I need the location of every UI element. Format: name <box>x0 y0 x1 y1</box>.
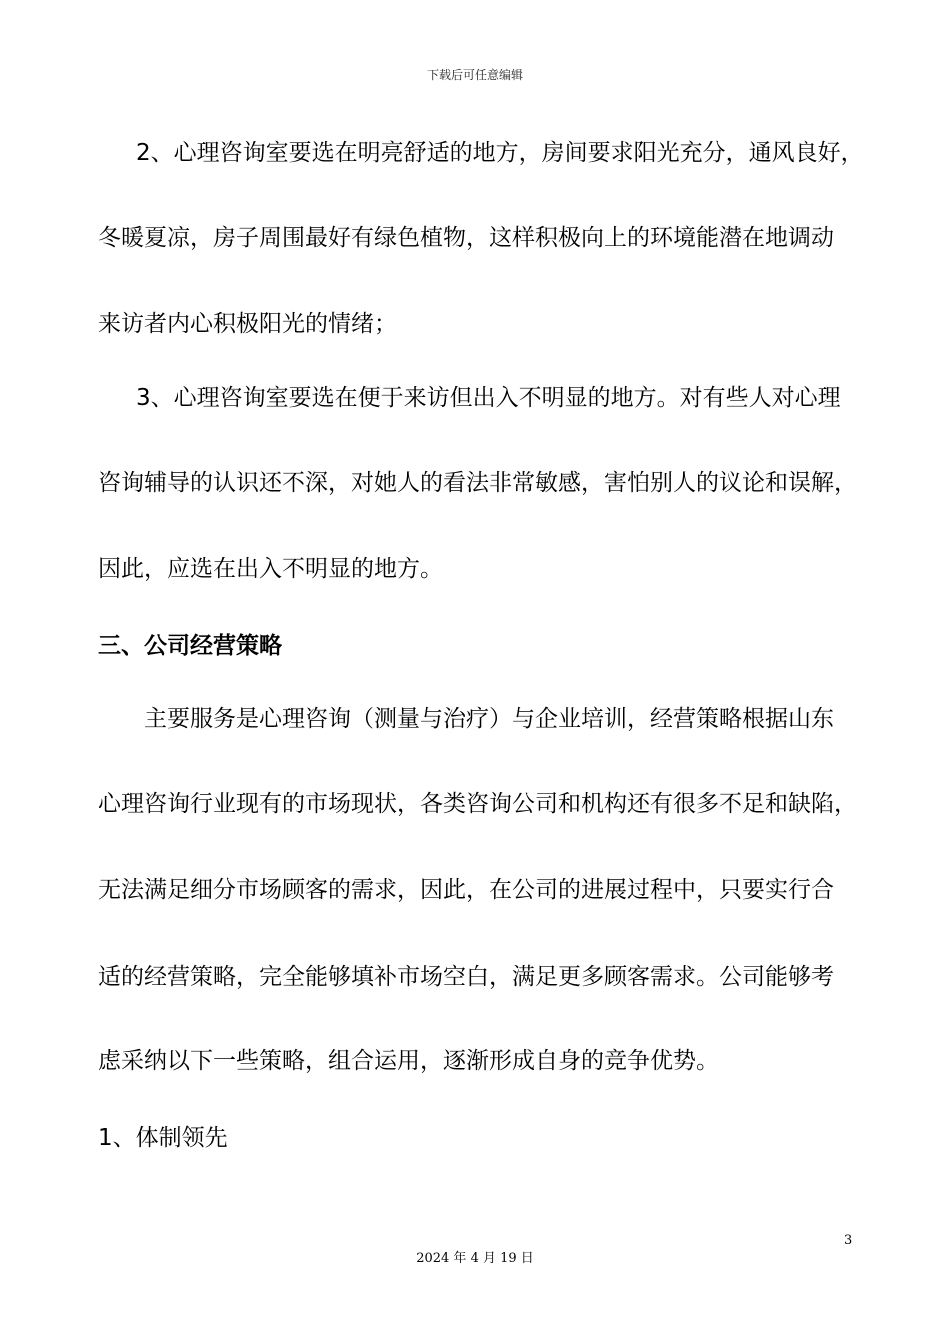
page-number: 3 <box>844 1233 853 1248</box>
paragraph-line: 3、心理咨询室要选在便于来访但出入不明显的地方。对有些人对心理 <box>136 385 841 411</box>
paragraph-line: 主要服务是心理咨询（测量与治疗）与企业培训，经营策略根据山东 <box>144 706 834 732</box>
page-header: 下载后可任意编辑 <box>426 68 523 82</box>
paragraph-line: 心理咨询行业现有的市场现状，各类咨询公司和机构还有很多不足和缺陷， <box>98 791 857 817</box>
footer-date: 2024 年 4 月 19 日 <box>416 1251 534 1266</box>
paragraph-line: 因此，应选在出入不明显的地方。 <box>98 556 443 582</box>
paragraph-line: 咨询辅导的认识还不深，对她人的看法非常敏感，害怕别人的议论和误解， <box>98 470 857 496</box>
paragraph-line: 无法满足细分市场顾客的需求，因此，在公司的进展过程中，只要实行合 <box>98 877 834 903</box>
paragraph-line: 虑采纳以下一些策略，组合运用，逐渐形成自身的竞争优势。 <box>98 1048 719 1074</box>
subsection-heading: 1、体制领先 <box>98 1125 228 1151</box>
paragraph-line: 来访者内心积极阳光的情绪； <box>98 311 397 337</box>
paragraph-line: 冬暖夏凉，房子周围最好有绿色植物，这样积极向上的环境能潜在地调动 <box>98 225 834 251</box>
paragraph-line: 2、心理咨询室要选在明亮舒适的地方，房间要求阳光充分，通风良好， <box>136 140 864 166</box>
paragraph-line: 适的经营策略，完全能够填补市场空白，满足更多顾客需求。公司能够考 <box>98 964 834 990</box>
section-heading: 三、公司经营策略 <box>98 633 282 659</box>
